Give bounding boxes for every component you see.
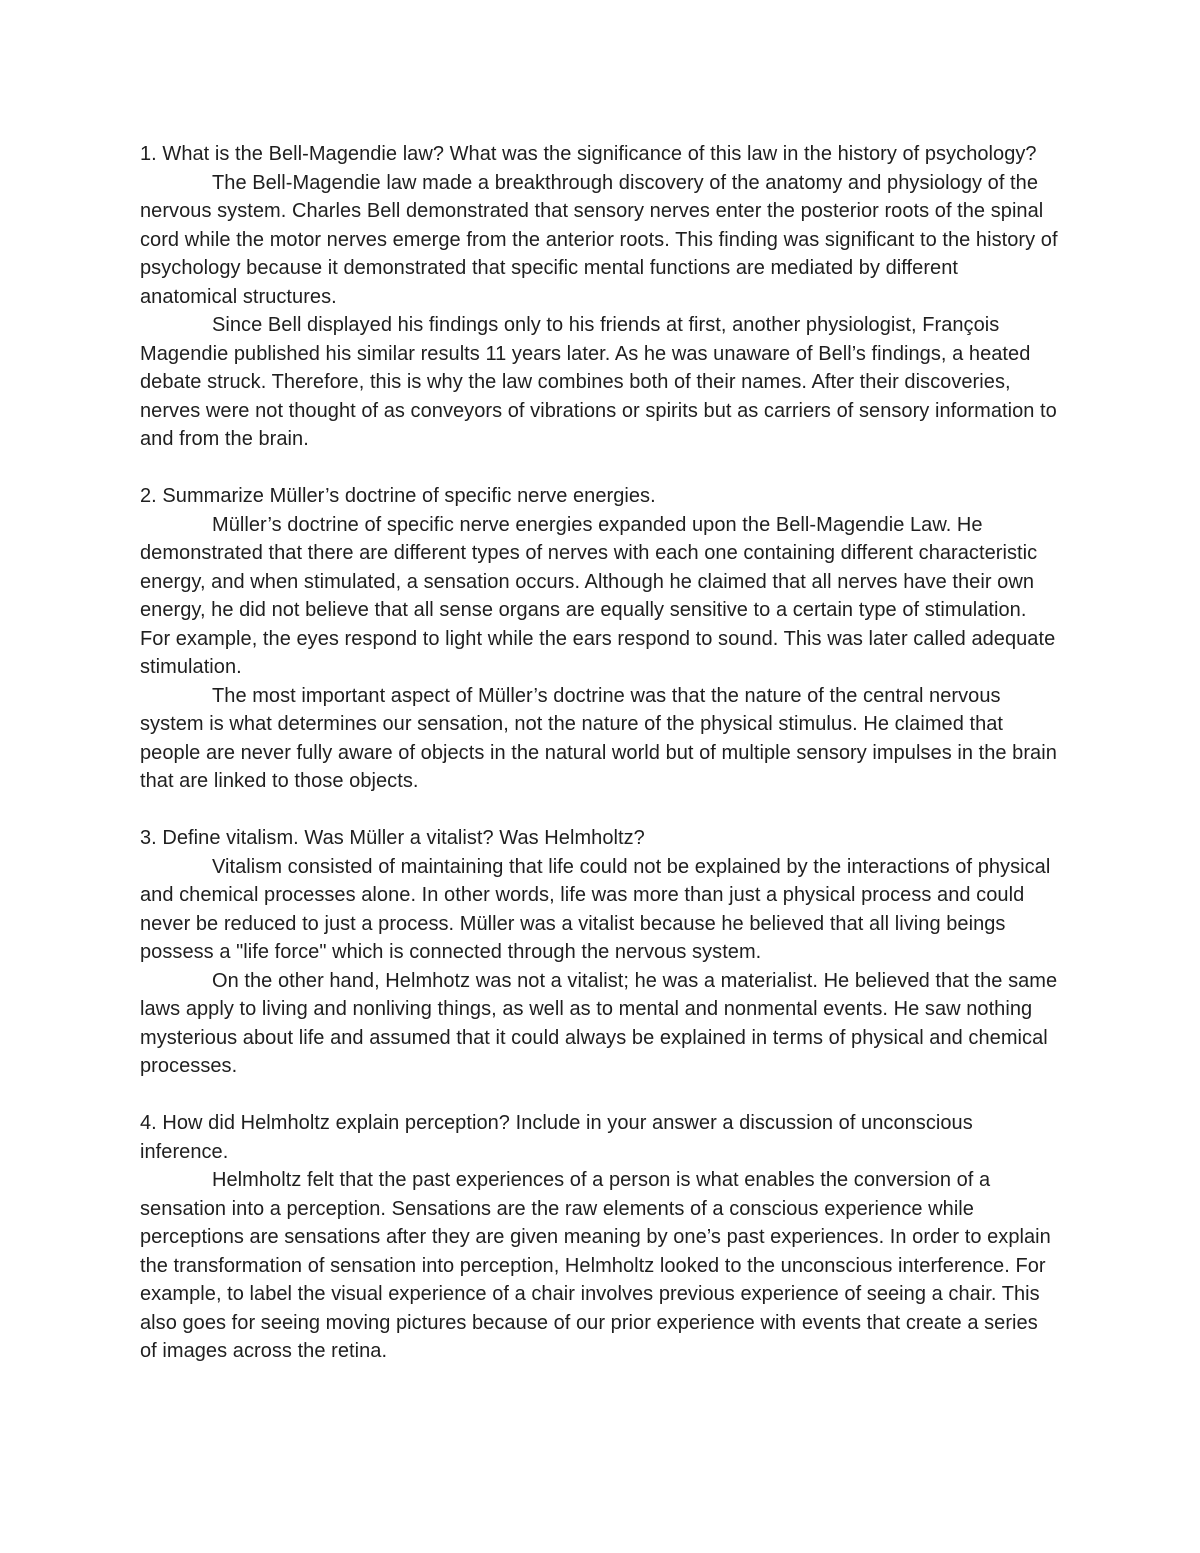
question-4: 4. How did Helmholtz explain perception? Include in your answer a discussion of unconscious inference. xyxy=(140,1112,973,1163)
section-spacer xyxy=(140,454,1060,483)
answer-3-paragraph-1: Vitalism consisted of maintaining that life could not be explained by the interactions of physical and chemical processes alone. In other words, life was more than just a physical process and could never be reduced to just a process. Müller was a vitalist because he believed that all living beings possess a "life force" which is connected through the nervous system. xyxy=(140,855,1051,963)
answer-1-paragraph-2: Since Bell displayed his findings only to his friends at first, another physiologist, François Magendie published his similar results 11 years later. As he was unaware of Bell’s findings, a heated debate struck. Therefore, this is why the law combines both of their names. After their discoveries, nerves were not thought of as conveyors of vibrations or spirits but as carriers of sensory information to and from the brain. xyxy=(140,314,1057,450)
answer-1-paragraph-1: The Bell-Magendie law made a breakthrough discovery of the anatomy and physiology of the nervous system. Charles Bell demonstrated that sensory nerves enter the posterior roots of the spinal cord while the motor nerves emerge from the anterior roots. This finding was significant to the history of psychology because it demonstrated that specific mental functions are mediated by different anatomical structures. xyxy=(140,171,1058,308)
section-spacer xyxy=(140,1081,1060,1110)
question-2: 2. Summarize Müller’s doctrine of specific nerve energies. xyxy=(140,485,656,507)
question-1: 1. What is the Bell-Magendie law? What was the significance of this law in the history of psychology? xyxy=(140,143,1037,165)
answer-3-paragraph-2: On the other hand, Helmhotz was not a vitalist; he was a materialist. He believed that the same laws apply to living and nonliving things, as well as to mental and nonmental events. He saw nothing mysterious about life and assumed that it could always be explained in terms of physical and chemical processes. xyxy=(140,969,1058,1077)
document-body xyxy=(140,140,1060,1366)
section-spacer xyxy=(140,796,1060,825)
answer-4-paragraph-1: Helmholtz felt that the past experiences of a person is what enables the conversion of a sensation into a perception. Sensations are the raw elements of a conscious experience while perceptions are sensations after they are given meaning by one’s past experiences. In order to explain the transformation of sensation into perception, Helmholtz looked to the unconscious interference. For example, to label the visual experience of a chair involves previous experience of seeing a chair. This also goes for seeing moving pictures because of our prior experience with events that create a series of images across the retina. xyxy=(140,1169,1051,1362)
answer-2-paragraph-2: The most important aspect of Müller’s doctrine was that the nature of the central nervous system is what determines our sensation, not the nature of the physical stimulus. He claimed that people are never fully aware of objects in the natural world but of multiple sensory impulses in the brain that are linked to those objects. xyxy=(140,684,1057,792)
answer-2-paragraph-1: Müller’s doctrine of specific nerve energies expanded upon the Bell-Magendie Law. He demonstrated that there are different types of nerves with each one containing different characteristic energy, and when stimulated, a sensation occurs. Although he claimed that all nerves have their own energy, he did not believe that all sense organs are equally sensitive to a certain type of stimulation. For example, the eyes respond to light while the ears respond to sound. This was later called adequate stimulation. xyxy=(140,513,1056,678)
question-3: 3. Define vitalism. Was Müller a vitalist? Was Helmholtz? xyxy=(140,827,645,849)
